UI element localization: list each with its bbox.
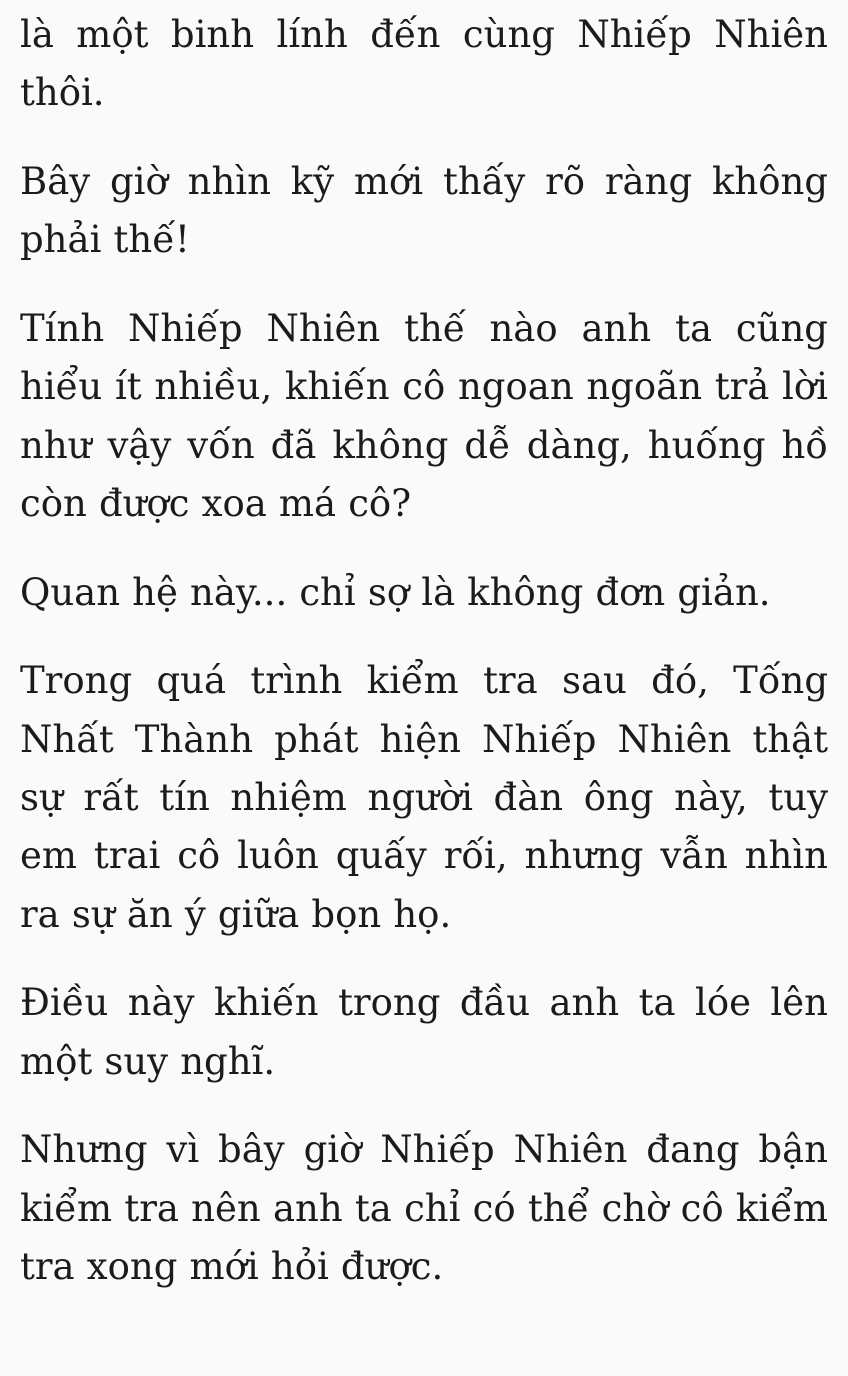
paragraph: Điều này khiến trong đầu anh ta lóe lên một suy nghĩ. — [20, 981, 828, 1083]
paragraph: Nhưng vì bây giờ Nhiếp Nhiên đang bận kiểm tra nên anh ta chỉ có thể chờ cô kiểm tra xong mới hỏi được. — [20, 1128, 828, 1289]
paragraph: Bây giờ nhìn kỹ mới thấy rõ ràng không phải thế! — [20, 159, 828, 262]
paragraph: Trong quá trình kiểm tra sau đó, Tống Nhất Thành phát hiện Nhiếp Nhiên thật sự rất tín nhiệm người đàn ông này, tuy em trai cô luôn quấy rối, nhưng vẫn nhìn ra sự ăn ý giữa bọn họ. — [20, 659, 828, 936]
paragraph: Quan hệ này... chỉ sợ là không đơn giản. — [20, 570, 771, 614]
paragraph: là một binh lính đến cùng Nhiếp Nhiên thôi. — [20, 13, 828, 115]
paragraph: Tính Nhiếp Nhiên thế nào anh ta cũng hiểu ít nhiều, khiến cô ngoan ngoãn trả lời như vậy vốn đã không dễ dàng, huống hồ còn được xoa má cô? — [20, 306, 828, 526]
reader-content — [0, 6, 848, 1297]
